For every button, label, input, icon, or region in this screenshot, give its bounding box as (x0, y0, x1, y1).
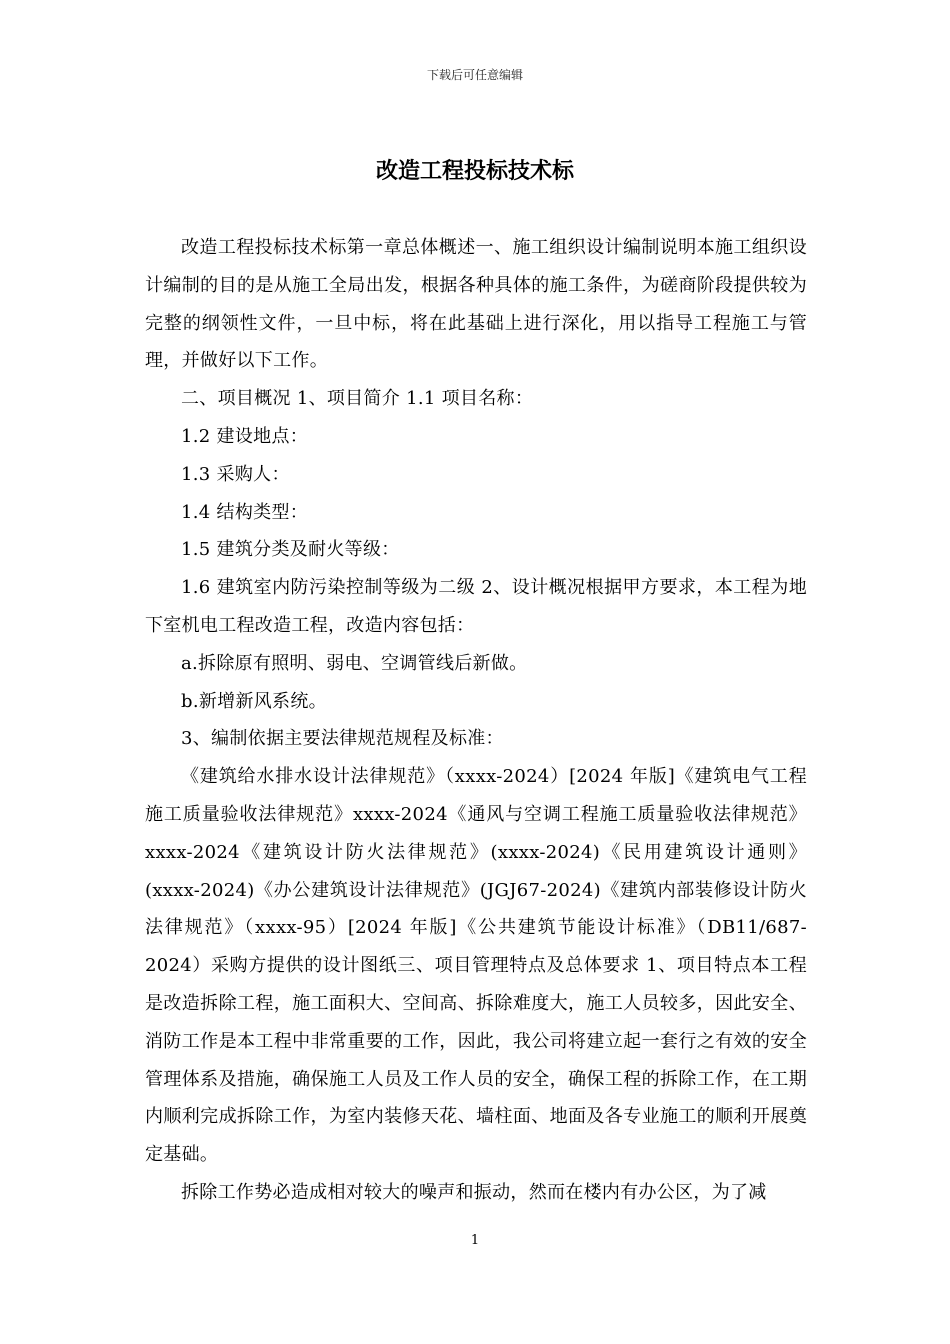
paragraph-purchaser: 1.3 采购人： (181, 463, 290, 485)
paragraph-location: 1.2 建设地点： (181, 425, 309, 447)
paragraph-overview: 改造工程投标技术标第一章总体概述一、施工组织设计编制说明本施工组织设计编制的目的是从施工全局出发，根据各种具体的施工条件，为磋商阶段提供较为完整的纲领性文件，一旦中标，将在此基础上进行深化，用以指导工程施工与管理，并做好以下工作。 (145, 237, 807, 372)
page-number: 1 (470, 1233, 480, 1248)
document-title: 改造工程投标技术标 (375, 158, 574, 184)
document-body (145, 229, 807, 1212)
paragraph-structure-type: 1.4 结构类型： (181, 501, 309, 523)
paragraph-noise: 拆除工作势必造成相对较大的噪声和振动，然而在楼内有办公区，为了减 (181, 1181, 767, 1203)
header-note: 下载后可任意编辑 (426, 68, 523, 82)
paragraph-fire-rating: 1.5 建筑分类及耐火等级： (181, 539, 400, 561)
paragraph-design-overview: 1.6 建筑室内防污染控制等级为二级 2、设计概况根据甲方要求，本工程为地下室机电工程改造工程，改造内容包括： (145, 577, 807, 636)
paragraph-item-b: b.新增新风系统。 (181, 690, 327, 712)
paragraph-standards: 《建筑给水排水设计法律规范》（xxxx-2024）[2024 年版]《建筑电气工程施工质量验收法律规范》xxxx-2024《通风与空调工程施工质量验收法律规范》xxxx-2024《建筑设计防火法律规范》(xxxx-2024)《民用建筑设计通则》(xxxx-2024)《办公建筑设计法律规范》(JGJ67-2024)《建筑内部装修设计防火法律规范》（xxxx-95）[2024 年版]《公共建筑节能设计标准》（DB11/687-2024）采购方提供的设计图纸三、项目管理特点及总体要求 1、项目特点本工程是改造拆除工程，施工面积大、空间高、拆除难度大，施工人员较多，因此安全、消防工作是本工程中非常重要的工作，因此，我公司将建立起一套行之有效的安全管理体系及措施，确保施工人员及工作人员的安全，确保工程的拆除工作，在工期内顺利完成拆除工作，为室内装修天花、墙柱面、地面及各专业施工的顺利开展奠定基础。 (145, 766, 807, 1166)
paragraph-project-name: 二、项目概况 1、项目简介 1.1 项目名称： (181, 388, 534, 410)
paragraph-item-a: a.拆除原有照明、弱电、空调管线后新做。 (181, 652, 528, 674)
paragraph-basis-heading: 3、编制依据主要法律规范规程及标准： (181, 728, 504, 750)
